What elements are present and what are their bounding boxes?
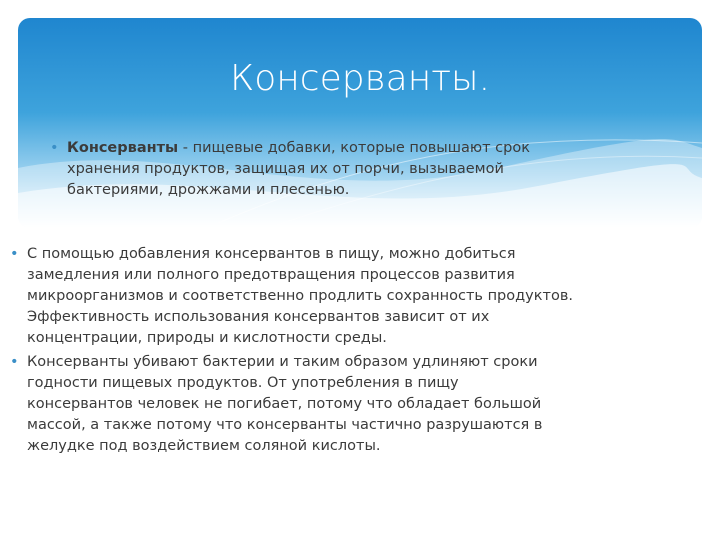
- bullet-effect: [10, 244, 577, 349]
- bullet-dot-icon: •: [50, 140, 59, 156]
- slide-title: Консерванты.: [229, 58, 491, 99]
- bullet-text: С помощью добавления консервантов в пищу, можно добиться замедления или полного предотвращения процессов развития микроорганизмов и соответственно продлить сохранность продуктов. Эффективность использования консервантов зависит от их концентрации, природы и кислотности среды.: [27, 246, 573, 346]
- bullet-text: Консерванты убивают бактерии и таким образом удлиняют сроки годности пищевых продуктов. От употребления в пищу консервантов человек не погибает, потому что обладает большой массой, а также потому что консерванты частично разрушаются в желудке под воздействием соляной кислоты.: [27, 354, 543, 454]
- bullet-safety: [10, 352, 567, 457]
- bullet-bold-lead: Консерванты: [67, 140, 179, 156]
- bullet-dot-icon: •: [10, 246, 19, 262]
- bullet-dot-icon: •: [10, 354, 19, 370]
- bullet-definition: [50, 138, 537, 201]
- bullet-text: - пищевые добавки, которые повышают срок хранения продуктов, защищая их от порчи, вызываемой бактериями, дрожжами и плесенью.: [67, 140, 530, 198]
